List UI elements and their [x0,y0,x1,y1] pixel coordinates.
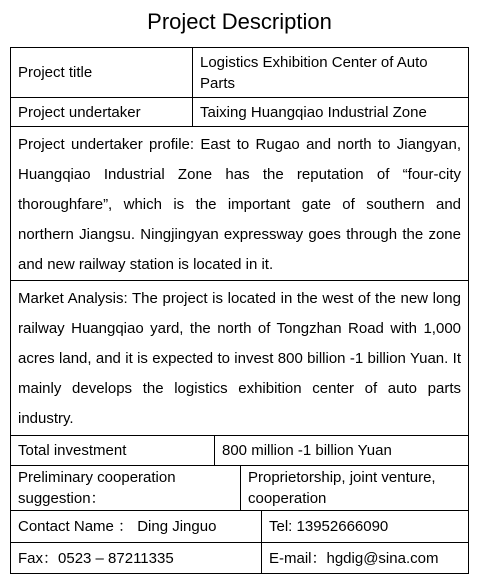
undertaker-profile-text: Project undertaker profile: East to Rugao and north to Jiangyan, Huangqiao Industrial Zone has the reputation of “four-city thoroughfare”, which is the important gate of southern and northern Jiangsu. Ningjingyan expressway goes through the zone and new railway station is located in it. [18,136,461,273]
investment-value: 800 million -1 billion Yuan [214,436,468,465]
cooperation-value: Proprietorship, joint venture, cooperation [240,466,468,510]
row-cooperation [11,465,468,510]
contact-fax: Fax：0523 – 87211335 [18,549,174,567]
row-project-title [11,48,468,97]
project-title-value: Logistics Exhibition Center of Auto Parts [192,48,468,97]
contact-tel: Tel: 13952666090 [261,511,468,542]
row-contact [11,510,468,542]
row-fax-email [11,542,468,573]
cooperation-label: Preliminary cooperation suggestion： [18,469,176,507]
project-description-table [10,47,469,574]
investment-label: Total investment [18,442,127,459]
undertaker-value: Taixing Huangqiao Industrial Zone [192,98,468,126]
project-title-label: Project title [18,64,93,81]
row-undertaker-profile [11,126,468,280]
row-project-undertaker [11,97,468,126]
page-title: Project Description [147,9,332,34]
market-analysis-text: Market Analysis: The project is located in the west of the new long railway Huangqiao yard, the north of Tongzhan Road with 1,000 acres land, and it is expected to invest 800 billion -1 billion Yuan. It mainly develops the logistics exhibition center of auto parts industry. [18,290,461,427]
row-market-analysis [11,280,468,435]
contact-email: E-mail：hgdig@sina.com [261,543,468,573]
contact-name: Contact Name ： Ding Jinguo [18,518,217,535]
undertaker-label: Project undertaker [18,103,141,121]
row-total-investment [11,435,468,465]
